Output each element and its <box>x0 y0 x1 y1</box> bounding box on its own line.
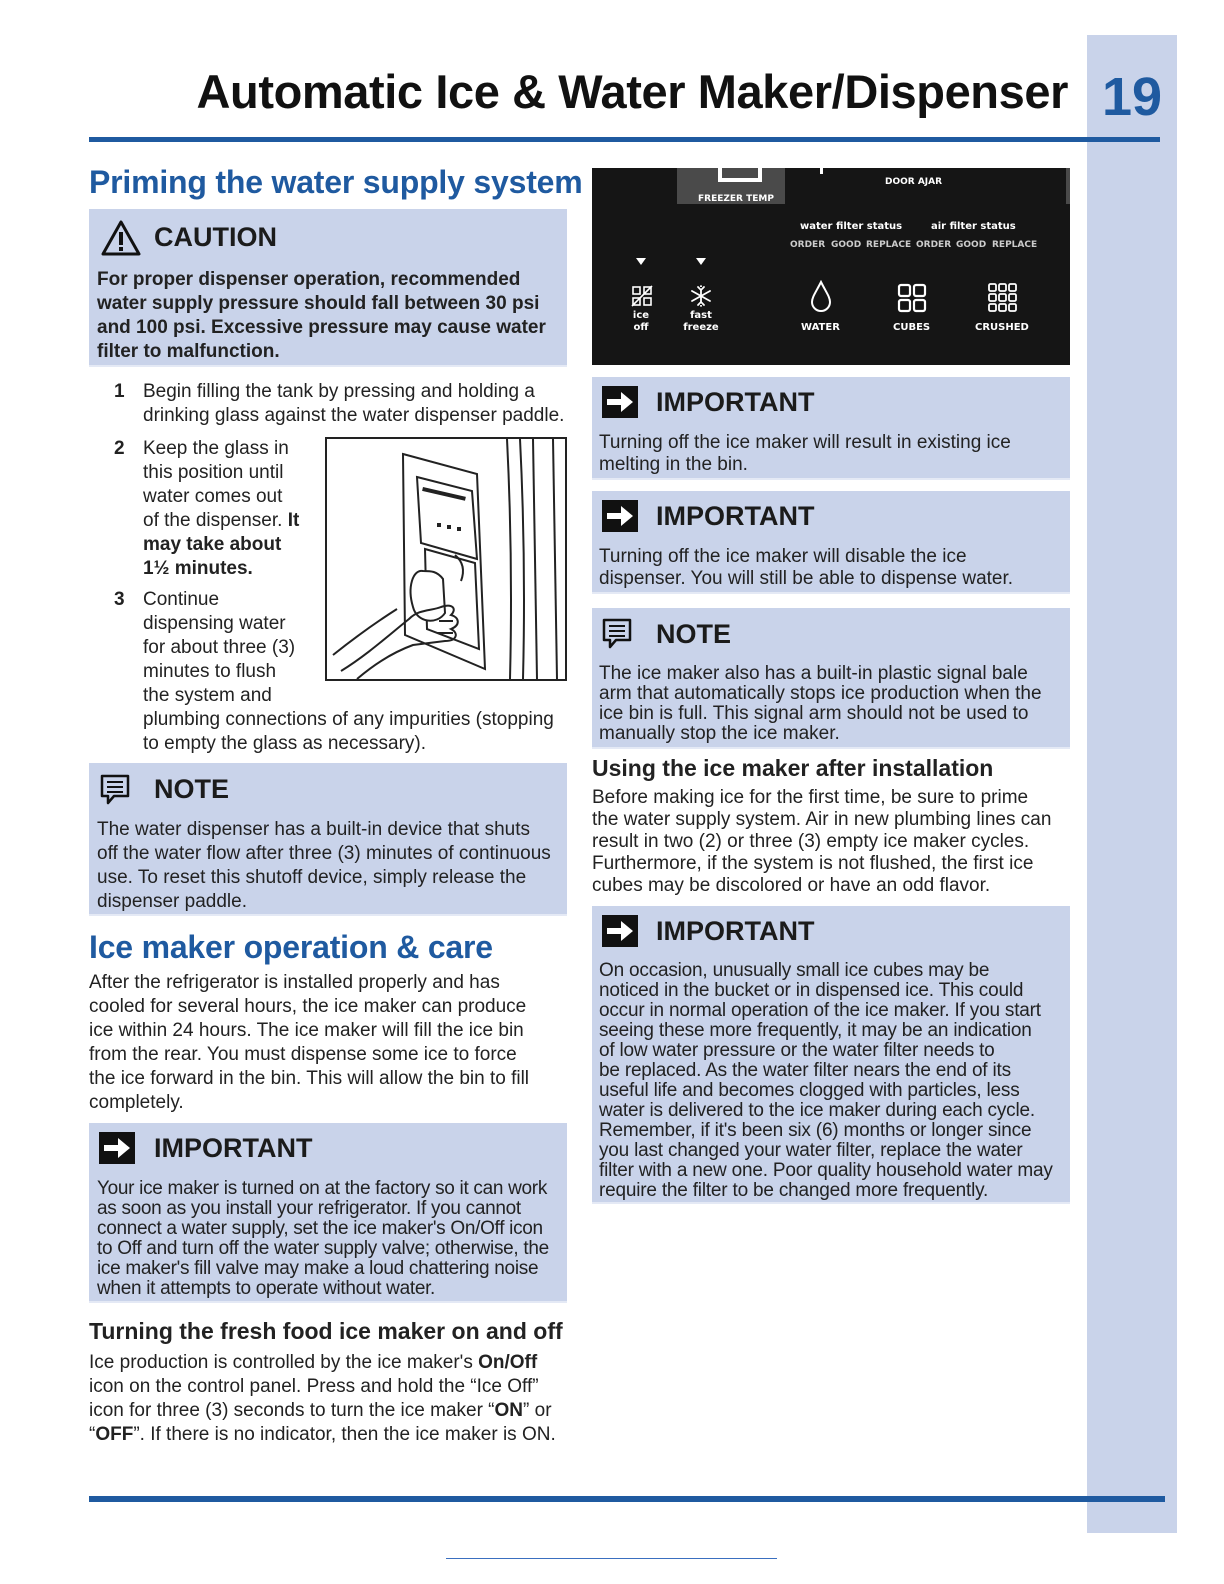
important-title: IMPORTANT <box>656 387 815 417</box>
turning-paragraph: Ice production is controlled by the ice maker's On/Off icon on the control panel. Press and hold the “Ice Off” icon for three (3) seconds to turn the ice maker “ON” or “OFF”. If there is no indicator, then the ice maker is ON. <box>89 1352 556 1445</box>
note-box <box>89 763 567 916</box>
crushed-label: CRUSHED <box>975 322 1029 333</box>
caution-icon <box>100 219 142 257</box>
water-filter-good: GOOD <box>831 240 862 250</box>
triangle-down-icon <box>636 258 646 265</box>
glass-at-dispenser-image <box>327 439 565 679</box>
crushed-ice-icon[interactable] <box>987 282 1019 314</box>
footer-link[interactable] <box>446 1558 777 1559</box>
using-paragraph: Before making ice for the first time, be sure to prime the water supply system. Air in new plumbing lines can result in two (2) or three (3) empty ice maker cycles. Furthermore, if the system is not flushed, the first ice cubes may be discolored or have an odd flavor. <box>592 787 1052 896</box>
note-title: NOTE <box>656 619 732 649</box>
important-title: IMPORTANT <box>154 1133 313 1163</box>
caution-title: CAUTION <box>154 222 277 252</box>
step-number: 1 <box>114 381 125 402</box>
water-label: WATER <box>801 322 840 333</box>
digit-segments <box>718 168 762 182</box>
important-text: Turning off the ice maker will disable the ice dispenser. You will still be able to dispense water. <box>599 546 1014 589</box>
important-text: Turning off the ice maker will result in existing ice melting in the bin. <box>599 432 1011 475</box>
top-rule <box>89 137 1160 142</box>
important-box <box>89 1123 567 1303</box>
water-drop-icon[interactable] <box>810 280 832 312</box>
freezer-temp-label: FREEZER TEMP <box>698 194 774 204</box>
fridge-temp-display-edge <box>1066 168 1070 204</box>
bottom-rule <box>89 1496 1165 1502</box>
note-text: The water dispenser has a built-in device that shuts off the water flow after three (3) minutes of continuous use. To reset this shutoff device, simply release the dispenser paddle. <box>97 819 551 912</box>
arrow-right-icon <box>99 1132 135 1164</box>
ice-off-icon[interactable] <box>630 284 654 308</box>
air-filter-good: GOOD <box>956 240 987 250</box>
water-filter-replace: REPLACE <box>866 240 912 250</box>
triangle-down-icon <box>696 258 706 265</box>
step-number: 2 <box>114 438 125 459</box>
note-icon <box>600 617 634 651</box>
arrow-right-icon <box>602 500 638 532</box>
note-icon <box>98 773 132 807</box>
turning-heading: Turning the fresh food ice maker on and off <box>89 1318 563 1344</box>
door-ajar-label: DOOR AJAR <box>885 177 943 187</box>
air-filter-replace: REPLACE <box>992 240 1038 250</box>
air-filter-status-label: air filter status <box>931 221 1016 232</box>
important-text: Your ice maker is turned on at the factory so it can work as soon as you install your refrigerator. If you cannot connect a water supply, set the ice maker's On/Off icon to Off and turn off the water supply valve; otherwise, the ice maker's fill valve may make a loud chattering noise when it attempts to operate without water. <box>97 1178 549 1299</box>
page-side-tab <box>1087 35 1177 1533</box>
ice-maker-heading: Ice maker operation & care <box>89 929 493 965</box>
page-number: 19 <box>1101 67 1163 127</box>
water-filter-status-label: water filter status <box>800 221 903 232</box>
control-panel-image <box>592 168 1070 365</box>
fast-freeze-label: fast freeze <box>683 310 719 333</box>
priming-heading: Priming the water supply system <box>89 164 583 200</box>
step-number: 3 <box>114 589 125 610</box>
using-heading: Using the ice maker after installation <box>592 755 994 781</box>
step-text: Begin filling the tank by pressing and holding a drinking glass against the water dispenser paddle. <box>143 381 565 426</box>
important-title: IMPORTANT <box>656 916 815 946</box>
step-text: Continue dispensing water for about three (3) minutes to flush the system and plumbing connections of any impurities (stopping to empty the glass as necessary). <box>143 589 554 754</box>
important-title: IMPORTANT <box>656 501 815 531</box>
important-box <box>592 491 1070 594</box>
arrow-right-icon <box>602 915 638 947</box>
water-filter-order: ORDER <box>790 240 826 250</box>
arrow-right-icon <box>602 386 638 418</box>
dispenser-illustration <box>325 437 567 681</box>
important-text: On occasion, unusually small ice cubes may be noticed in the bucket or in dispensed ice. This could occur in normal operation of the ice maker. If you start seeing these more frequently, it may be an indication of low water pressure or the water filter needs to be replaced. As the water filter nears the end of its useful life and becomes clogged with particles, less water is delivered to the ice maker during each cycle. Remember, if it's been six (6) months or longer since you last changed your water filter, replace the water filter with a new one. Poor quality household water may require the filter to be changed more frequently. <box>599 960 1053 1201</box>
ice-maker-paragraph: After the refrigerator is installed properly and has cooled for several hours, the ice maker can produce ice within 24 hours. The ice maker will fill the ice bin from the rear. You must dispense some ice to force the ice forward in the bin. This will allow the bin to fill completely. <box>89 972 530 1113</box>
ice-off-label: ice off <box>632 310 650 333</box>
air-filter-order: ORDER <box>916 240 952 250</box>
caution-text: For proper dispenser operation, recommended water supply pressure should fall between 30 psi and 100 psi. Excessive pressure may cause water filter to malfunction. <box>97 269 546 362</box>
note-text: The ice maker also has a built-in plastic signal bale arm that automatically stops ice production when the ice bin is full. This signal arm should not be used to manually stop the ice maker. <box>599 663 1042 744</box>
important-box <box>592 906 1070 1204</box>
note-title: NOTE <box>154 774 230 804</box>
step-text: Keep the glass in this position until water comes out of the dispenser. It may take about 1½ minutes. <box>143 438 300 579</box>
page-title: Automatic Ice & Water Maker/Dispenser <box>196 65 1068 118</box>
cubes-label: CUBES <box>893 322 931 333</box>
important-box <box>592 377 1070 480</box>
snowflake-icon[interactable] <box>689 284 713 308</box>
cubes-icon[interactable] <box>896 282 928 314</box>
panel-indicator <box>820 168 823 174</box>
caution-box <box>89 209 567 367</box>
note-box <box>592 608 1070 749</box>
